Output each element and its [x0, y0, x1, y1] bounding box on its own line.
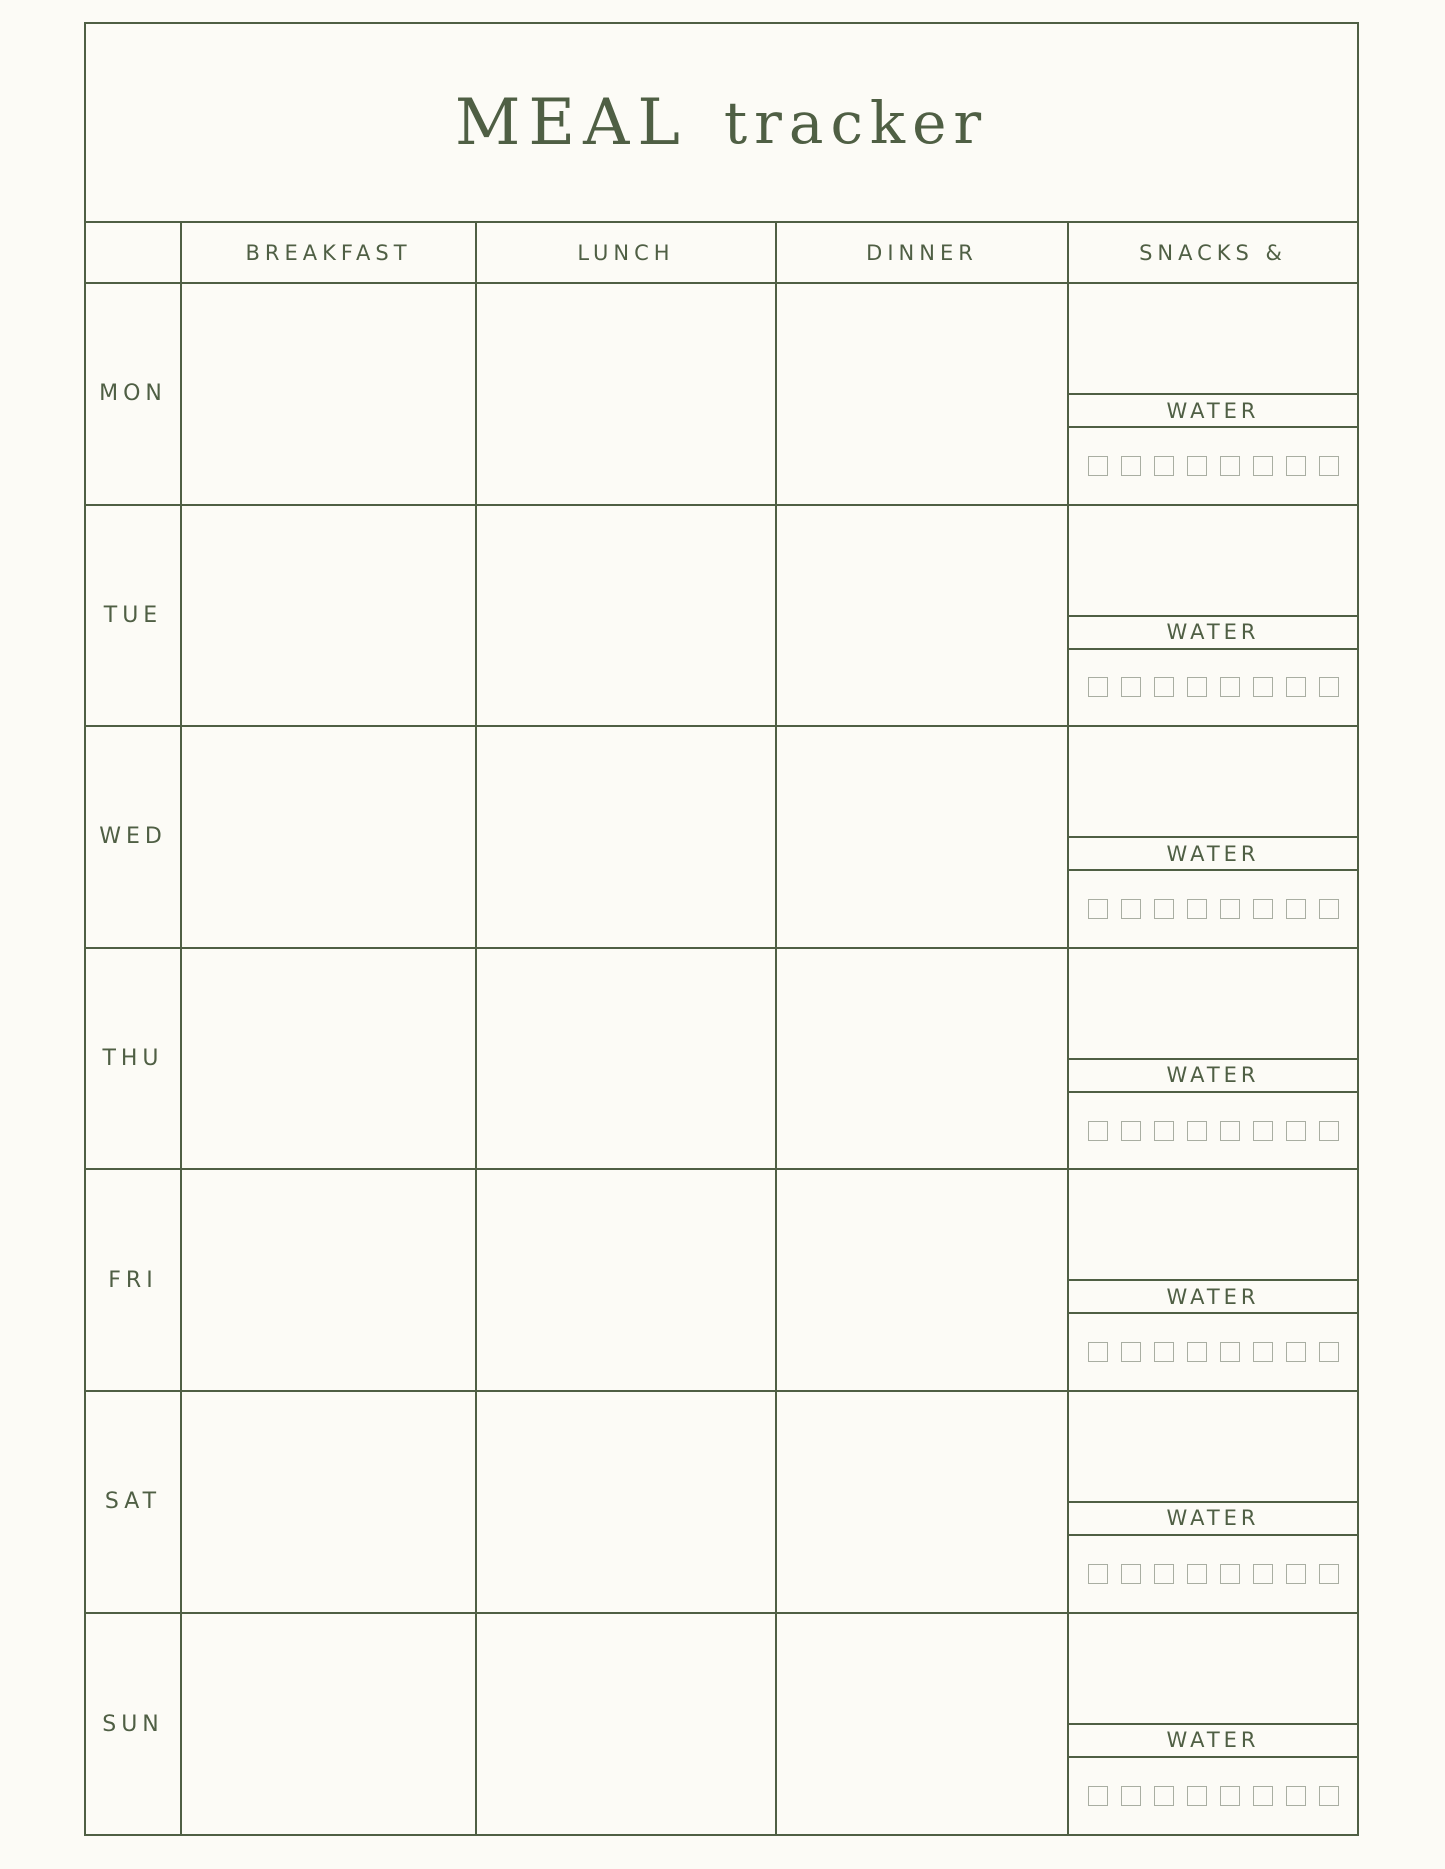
day-label-sat: SAT [86, 1392, 182, 1614]
lunch-cell-sat[interactable] [477, 1392, 777, 1614]
water-glass-checkbox[interactable] [1121, 1786, 1141, 1806]
dinner-cell-sat[interactable] [777, 1392, 1069, 1614]
water-checkbox-row [1069, 1536, 1357, 1612]
water-glass-checkbox[interactable] [1154, 456, 1174, 476]
water-glass-checkbox[interactable] [1319, 899, 1339, 919]
water-glass-checkbox[interactable] [1286, 1342, 1306, 1362]
snacks-area-sat[interactable] [1069, 1392, 1357, 1503]
snacks-area-fri[interactable] [1069, 1170, 1357, 1281]
water-glass-checkbox[interactable] [1253, 1342, 1273, 1362]
water-glass-checkbox[interactable] [1286, 1786, 1306, 1806]
breakfast-cell-mon[interactable] [182, 284, 477, 506]
breakfast-cell-fri[interactable] [182, 1170, 477, 1392]
water-glass-checkbox[interactable] [1253, 1786, 1273, 1806]
water-glass-checkbox[interactable] [1286, 456, 1306, 476]
water-glass-checkbox[interactable] [1220, 456, 1240, 476]
water-glass-checkbox[interactable] [1319, 1564, 1339, 1584]
snacks-water-cell-fri [1069, 1170, 1357, 1392]
day-label-thu: THU [86, 949, 182, 1171]
lunch-cell-wed[interactable] [477, 727, 777, 949]
day-label-sun: SUN [86, 1614, 182, 1836]
water-checkbox-row [1069, 428, 1357, 504]
column-header-lunch: LUNCH [477, 223, 777, 284]
day-label-fri: FRI [86, 1170, 182, 1392]
meal-tracker-sheet [84, 22, 1359, 1836]
water-glass-checkbox[interactable] [1253, 1564, 1273, 1584]
water-label: WATER [1069, 1725, 1357, 1758]
column-header-dinner: DINNER [777, 223, 1069, 284]
water-glass-checkbox[interactable] [1121, 456, 1141, 476]
dinner-cell-wed[interactable] [777, 727, 1069, 949]
dinner-cell-sun[interactable] [777, 1614, 1069, 1836]
water-glass-checkbox[interactable] [1286, 1121, 1306, 1141]
breakfast-cell-sat[interactable] [182, 1392, 477, 1614]
day-label-mon: MON [86, 284, 182, 506]
water-glass-checkbox[interactable] [1088, 1786, 1108, 1806]
breakfast-cell-thu[interactable] [182, 949, 477, 1171]
column-header-breakfast: BREAKFAST [182, 223, 477, 284]
water-label: WATER [1069, 1503, 1357, 1536]
water-glass-checkbox[interactable] [1187, 899, 1207, 919]
water-glass-checkbox[interactable] [1220, 1564, 1240, 1584]
water-glass-checkbox[interactable] [1187, 677, 1207, 697]
water-glass-checkbox[interactable] [1220, 1342, 1240, 1362]
water-glass-checkbox[interactable] [1220, 677, 1240, 697]
water-glass-checkbox[interactable] [1088, 899, 1108, 919]
corner-cell [86, 223, 182, 284]
water-checkbox-row [1069, 1314, 1357, 1390]
snacks-area-mon[interactable] [1069, 284, 1357, 395]
water-label: WATER [1069, 395, 1357, 428]
water-glass-checkbox[interactable] [1154, 1786, 1174, 1806]
dinner-cell-thu[interactable] [777, 949, 1069, 1171]
snacks-area-tue[interactable] [1069, 506, 1357, 617]
water-glass-checkbox[interactable] [1253, 899, 1273, 919]
water-checkbox-row [1069, 871, 1357, 947]
water-glass-checkbox[interactable] [1253, 1121, 1273, 1141]
water-glass-checkbox[interactable] [1154, 1121, 1174, 1141]
water-glass-checkbox[interactable] [1319, 456, 1339, 476]
page-title [86, 24, 1357, 223]
water-label: WATER [1069, 617, 1357, 650]
water-glass-checkbox[interactable] [1187, 1564, 1207, 1584]
snacks-area-thu[interactable] [1069, 949, 1357, 1060]
day-label-wed: WED [86, 727, 182, 949]
water-glass-checkbox[interactable] [1187, 456, 1207, 476]
column-header-snacks: SNACKS & [1069, 223, 1357, 284]
water-glass-checkbox[interactable] [1121, 1342, 1141, 1362]
water-label: WATER [1069, 1060, 1357, 1093]
water-glass-checkbox[interactable] [1121, 899, 1141, 919]
water-glass-checkbox[interactable] [1187, 1342, 1207, 1362]
dinner-cell-mon[interactable] [777, 284, 1069, 506]
water-checkbox-row [1069, 1758, 1357, 1836]
lunch-cell-fri[interactable] [477, 1170, 777, 1392]
lunch-cell-mon[interactable] [477, 284, 777, 506]
water-glass-checkbox[interactable] [1286, 1564, 1306, 1584]
water-glass-checkbox[interactable] [1319, 1121, 1339, 1141]
water-glass-checkbox[interactable] [1088, 1121, 1108, 1141]
dinner-cell-fri[interactable] [777, 1170, 1069, 1392]
water-glass-checkbox[interactable] [1319, 1786, 1339, 1806]
water-glass-checkbox[interactable] [1154, 677, 1174, 697]
breakfast-cell-wed[interactable] [182, 727, 477, 949]
water-checkbox-row [1069, 650, 1357, 726]
water-glass-checkbox[interactable] [1286, 677, 1306, 697]
snacks-water-cell-wed [1069, 727, 1357, 949]
water-label: WATER [1069, 838, 1357, 871]
water-glass-checkbox[interactable] [1121, 677, 1141, 697]
water-glass-checkbox[interactable] [1088, 1564, 1108, 1584]
snacks-water-cell-thu [1069, 949, 1357, 1171]
breakfast-cell-tue[interactable] [182, 506, 477, 728]
water-checkbox-row [1069, 1093, 1357, 1169]
water-glass-checkbox[interactable] [1286, 899, 1306, 919]
day-label-tue: TUE [86, 506, 182, 728]
snacks-water-cell-sat [1069, 1392, 1357, 1614]
breakfast-cell-sun[interactable] [182, 1614, 477, 1836]
water-glass-checkbox[interactable] [1187, 1121, 1207, 1141]
water-glass-checkbox[interactable] [1319, 677, 1339, 697]
water-glass-checkbox[interactable] [1088, 677, 1108, 697]
water-glass-checkbox[interactable] [1253, 456, 1273, 476]
snacks-water-cell-mon [1069, 284, 1357, 506]
water-glass-checkbox[interactable] [1154, 899, 1174, 919]
water-glass-checkbox[interactable] [1154, 1564, 1174, 1584]
snacks-area-sun[interactable] [1069, 1614, 1357, 1725]
snacks-water-cell-tue [1069, 506, 1357, 728]
water-glass-checkbox[interactable] [1121, 1121, 1141, 1141]
water-glass-checkbox[interactable] [1220, 1121, 1240, 1141]
water-glass-checkbox[interactable] [1220, 1786, 1240, 1806]
water-label: WATER [1069, 1281, 1357, 1314]
snacks-water-cell-sun [1069, 1614, 1357, 1836]
lunch-cell-tue[interactable] [477, 506, 777, 728]
water-glass-checkbox[interactable] [1121, 1564, 1141, 1584]
water-glass-checkbox[interactable] [1220, 899, 1240, 919]
water-glass-checkbox[interactable] [1154, 1342, 1174, 1362]
water-glass-checkbox[interactable] [1253, 677, 1273, 697]
snacks-area-wed[interactable] [1069, 727, 1357, 838]
water-glass-checkbox[interactable] [1187, 1786, 1207, 1806]
lunch-cell-thu[interactable] [477, 949, 777, 1171]
dinner-cell-tue[interactable] [777, 506, 1069, 728]
water-glass-checkbox[interactable] [1319, 1342, 1339, 1362]
water-glass-checkbox[interactable] [1088, 1342, 1108, 1362]
lunch-cell-sun[interactable] [477, 1614, 777, 1836]
title-sub: tracker [723, 88, 989, 157]
water-glass-checkbox[interactable] [1088, 456, 1108, 476]
title-main: MEAL [454, 85, 688, 160]
